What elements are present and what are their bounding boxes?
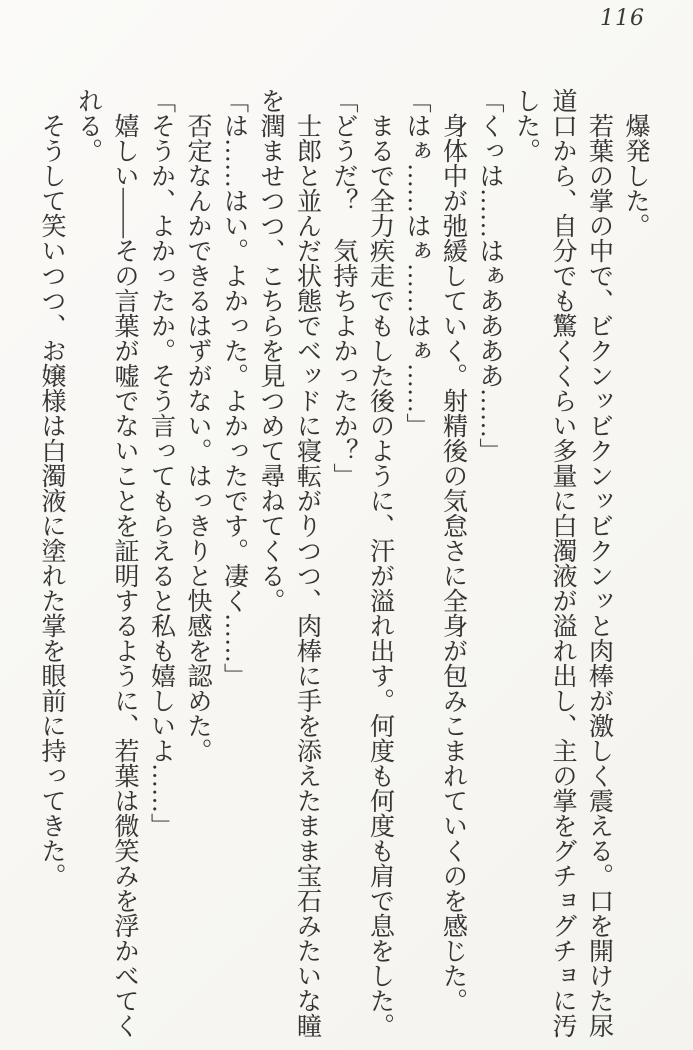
paragraph: そうして笑いつつ、お嬢様は白濁液に塗れた掌を眼前に持ってきた。 — [38, 88, 65, 888]
paragraph: 士郎と並んだ状態でベッドに寝転がりつつ、肉棒に手を添えたまま宝石みたいな瞳を潤ませつつ、こちらを見つめて尋ねてくる。 — [257, 88, 321, 1038]
text-block — [33, 88, 654, 1040]
paragraph: 「そうか、よかったか。そう言ってもらえると私も嬉しいよ……」 — [147, 88, 175, 838]
paragraph: 「どうだ？ 気持ちよかったか？」 — [330, 88, 357, 488]
paragraph: 若葉の掌の中で、ビクンッビクンッビクンッと肉棒が激しく震える。口を開けた尿道口から、自分でも驚くくらい多量に白濁液が溢れ出し、主の掌をグチョグチョに汚した。 — [512, 88, 613, 1038]
paragraph: 身体中が弛緩していく。射精後の気怠さに全身が包みこまれていくのを感じた。 — [439, 88, 467, 1013]
paragraph: 嬉しい――その言葉が嘘でないことを証明するように、若葉は微笑みを浮かべてくれる。 — [74, 88, 138, 1038]
paragraph: 爆発した。 — [622, 88, 649, 238]
paragraph: 「くっは……はぁああああ……」 — [476, 88, 503, 463]
paragraph: 「はぁ……はぁ……はぁ……」 — [403, 88, 430, 438]
paragraph: 「は……はい。よかった。よかったです。凄く……」 — [220, 88, 248, 688]
paragraph: まるで全力疾走でもした後のように、汗が溢れ出す。何度も何度も肩で息をした。 — [366, 88, 394, 1038]
page-number: 116 — [600, 6, 645, 31]
paragraph: 否定なんかできるはずがない。はっきりと快感を認めた。 — [184, 88, 211, 763]
